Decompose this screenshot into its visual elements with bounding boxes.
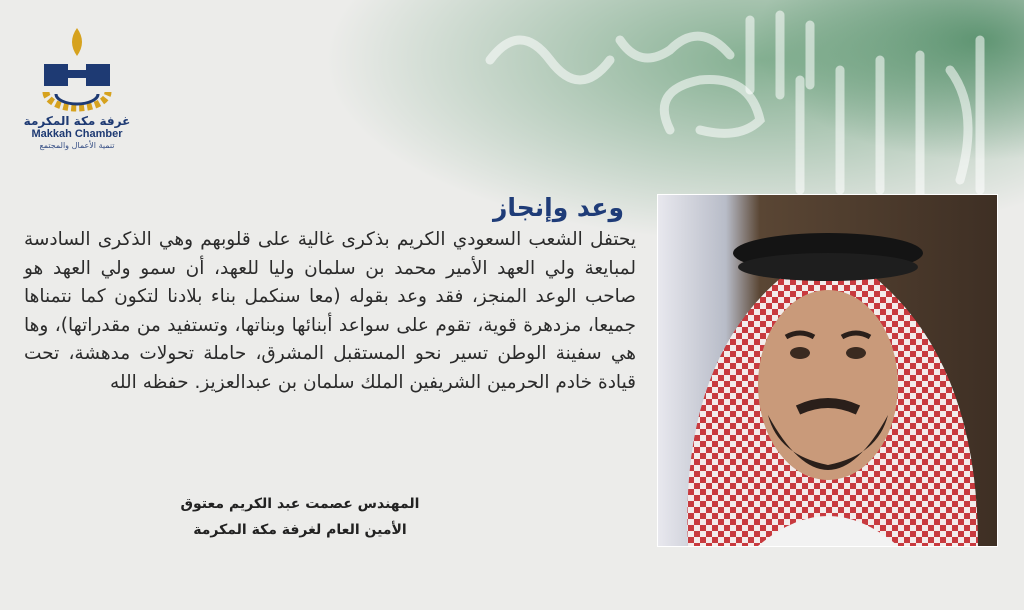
signature-name: المهندس عصمت عبد الكريم معتوق: [180, 496, 420, 512]
chamber-emblem-icon: [22, 24, 132, 114]
flag-calligraphy: [420, 0, 1024, 200]
makkah-chamber-logo: [22, 24, 132, 154]
logo-arabic-name: غرفة مكة المكرمة: [23, 114, 131, 128]
logo-english-name: Makkah Chamber: [31, 128, 123, 140]
signature-title: الأمين العام لغرفة مكة المكرمة: [193, 522, 407, 538]
article-heading: وعد وإنجاز: [492, 193, 624, 222]
article-body: يحتفل الشعب السعودي الكريم بذكرى غالية على قلوبهم وهي الذكرى السادسة لمبايعة ولي العهد الأمير محمد بن سلمان وليا للعهد، أن سمو ولي العهد هو صاحب الوعد المنجز، فقد وعد بقوله (معا سنكمل بناء بلادنا لتكون كما نتمناها جميعا، مزدهرة قوية، تقوم على سواعد أبنائها وبناتها، وتستفيد من مقدراتها)، وها هي سفينة الوطن تسير نحو المستقبل المشرق، حاملة تحولات مدهشة، تحت قيادة خادم الحرمين الشريفين الملك سلمان بن عبدالعزيز. حفظه الله: [24, 229, 636, 393]
portrait-photo: [657, 194, 998, 547]
logo-tagline: تنمية الأعمال والمجتمع: [39, 141, 115, 150]
